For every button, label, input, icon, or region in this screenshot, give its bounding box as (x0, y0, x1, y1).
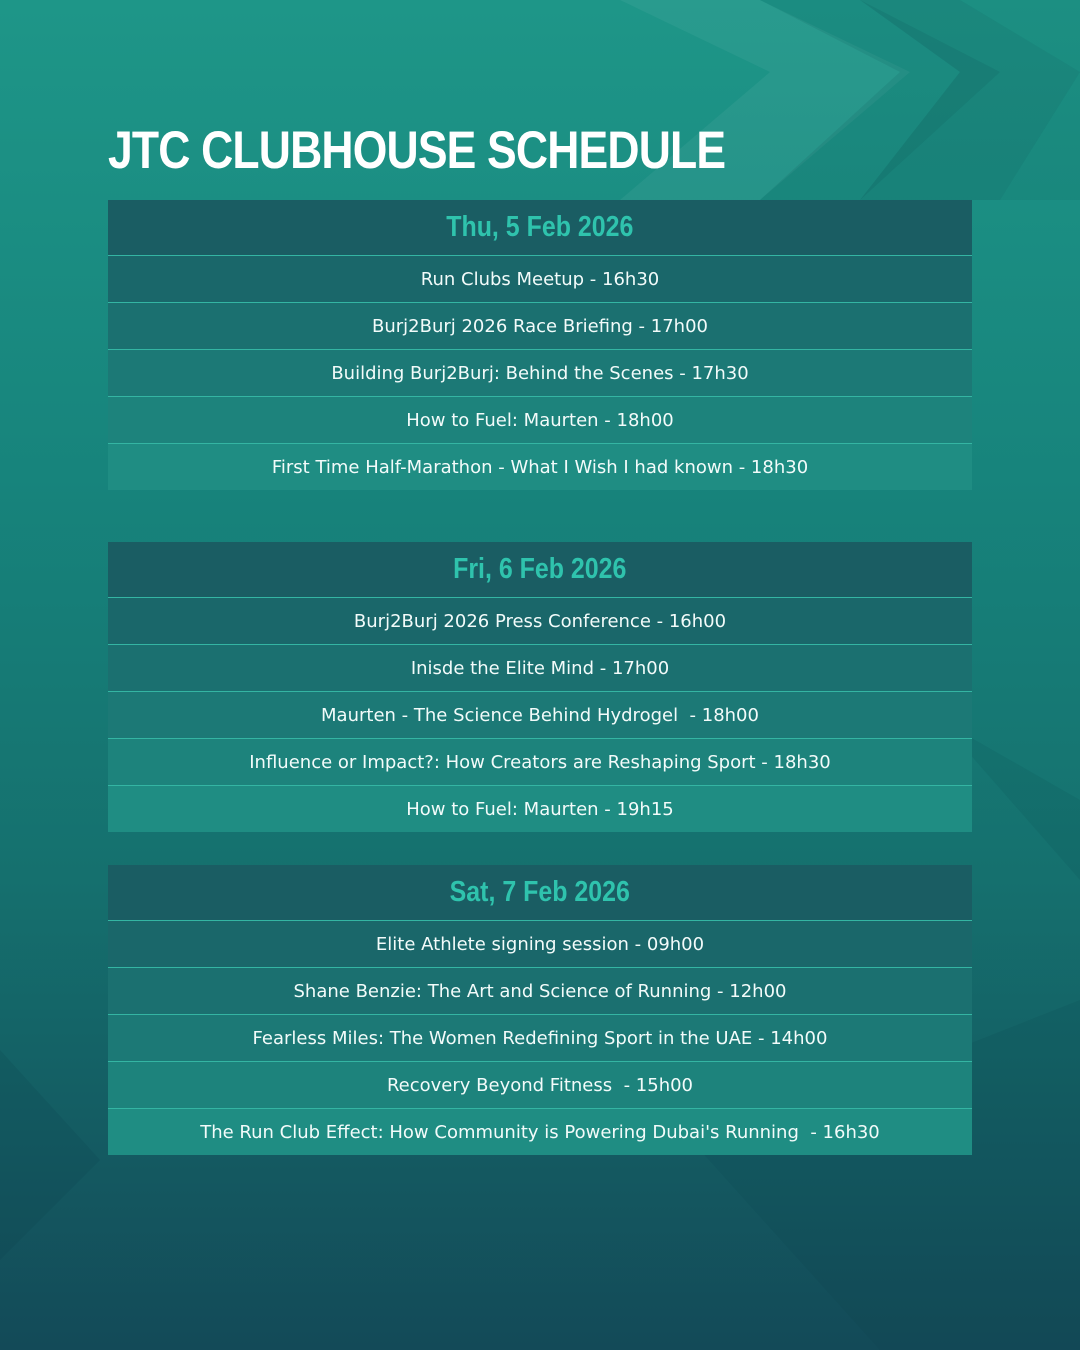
day-date: Fri, 6 Feb 2026 (453, 553, 627, 585)
day-schedule-saturday (108, 865, 972, 1155)
event-row: Inisde the Elite Mind - 17h00 (108, 645, 972, 692)
day-schedule-thursday (108, 200, 972, 490)
event-row: Fearless Miles: The Women Redefining Sport in the UAE - 14h00 (108, 1015, 972, 1062)
event-row: Burj2Burj 2026 Race Briefing - 17h00 (108, 303, 972, 350)
event-row: Run Clubs Meetup - 16h30 (108, 256, 972, 303)
page-title: JTC CLUBHOUSE SCHEDULE (108, 121, 726, 180)
day-header (108, 542, 972, 598)
event-row: How to Fuel: Maurten - 19h15 (108, 786, 972, 832)
event-row: Recovery Beyond Fitness - 15h00 (108, 1062, 972, 1109)
day-date: Sat, 7 Feb 2026 (449, 876, 631, 908)
day-header (108, 865, 972, 921)
event-row: Building Burj2Burj: Behind the Scenes - 17h30 (108, 350, 972, 397)
event-row: How to Fuel: Maurten - 18h00 (108, 397, 972, 444)
day-schedule-friday (108, 542, 972, 832)
day-date: Thu, 5 Feb 2026 (446, 211, 634, 243)
event-row: Elite Athlete signing session - 09h00 (108, 921, 972, 968)
event-row: Burj2Burj 2026 Press Conference - 16h00 (108, 598, 972, 645)
event-row: The Run Club Effect: How Community is Powering Dubai's Running - 16h30 (108, 1109, 972, 1155)
event-row: First Time Half-Marathon - What I Wish I had known - 18h30 (108, 444, 972, 490)
event-row: Influence or Impact?: How Creators are Reshaping Sport - 18h30 (108, 739, 972, 786)
day-header (108, 200, 972, 256)
event-row: Maurten - The Science Behind Hydrogel - 18h00 (108, 692, 972, 739)
chevron-shape (0, 1050, 100, 1260)
event-row: Shane Benzie: The Art and Science of Running - 12h00 (108, 968, 972, 1015)
